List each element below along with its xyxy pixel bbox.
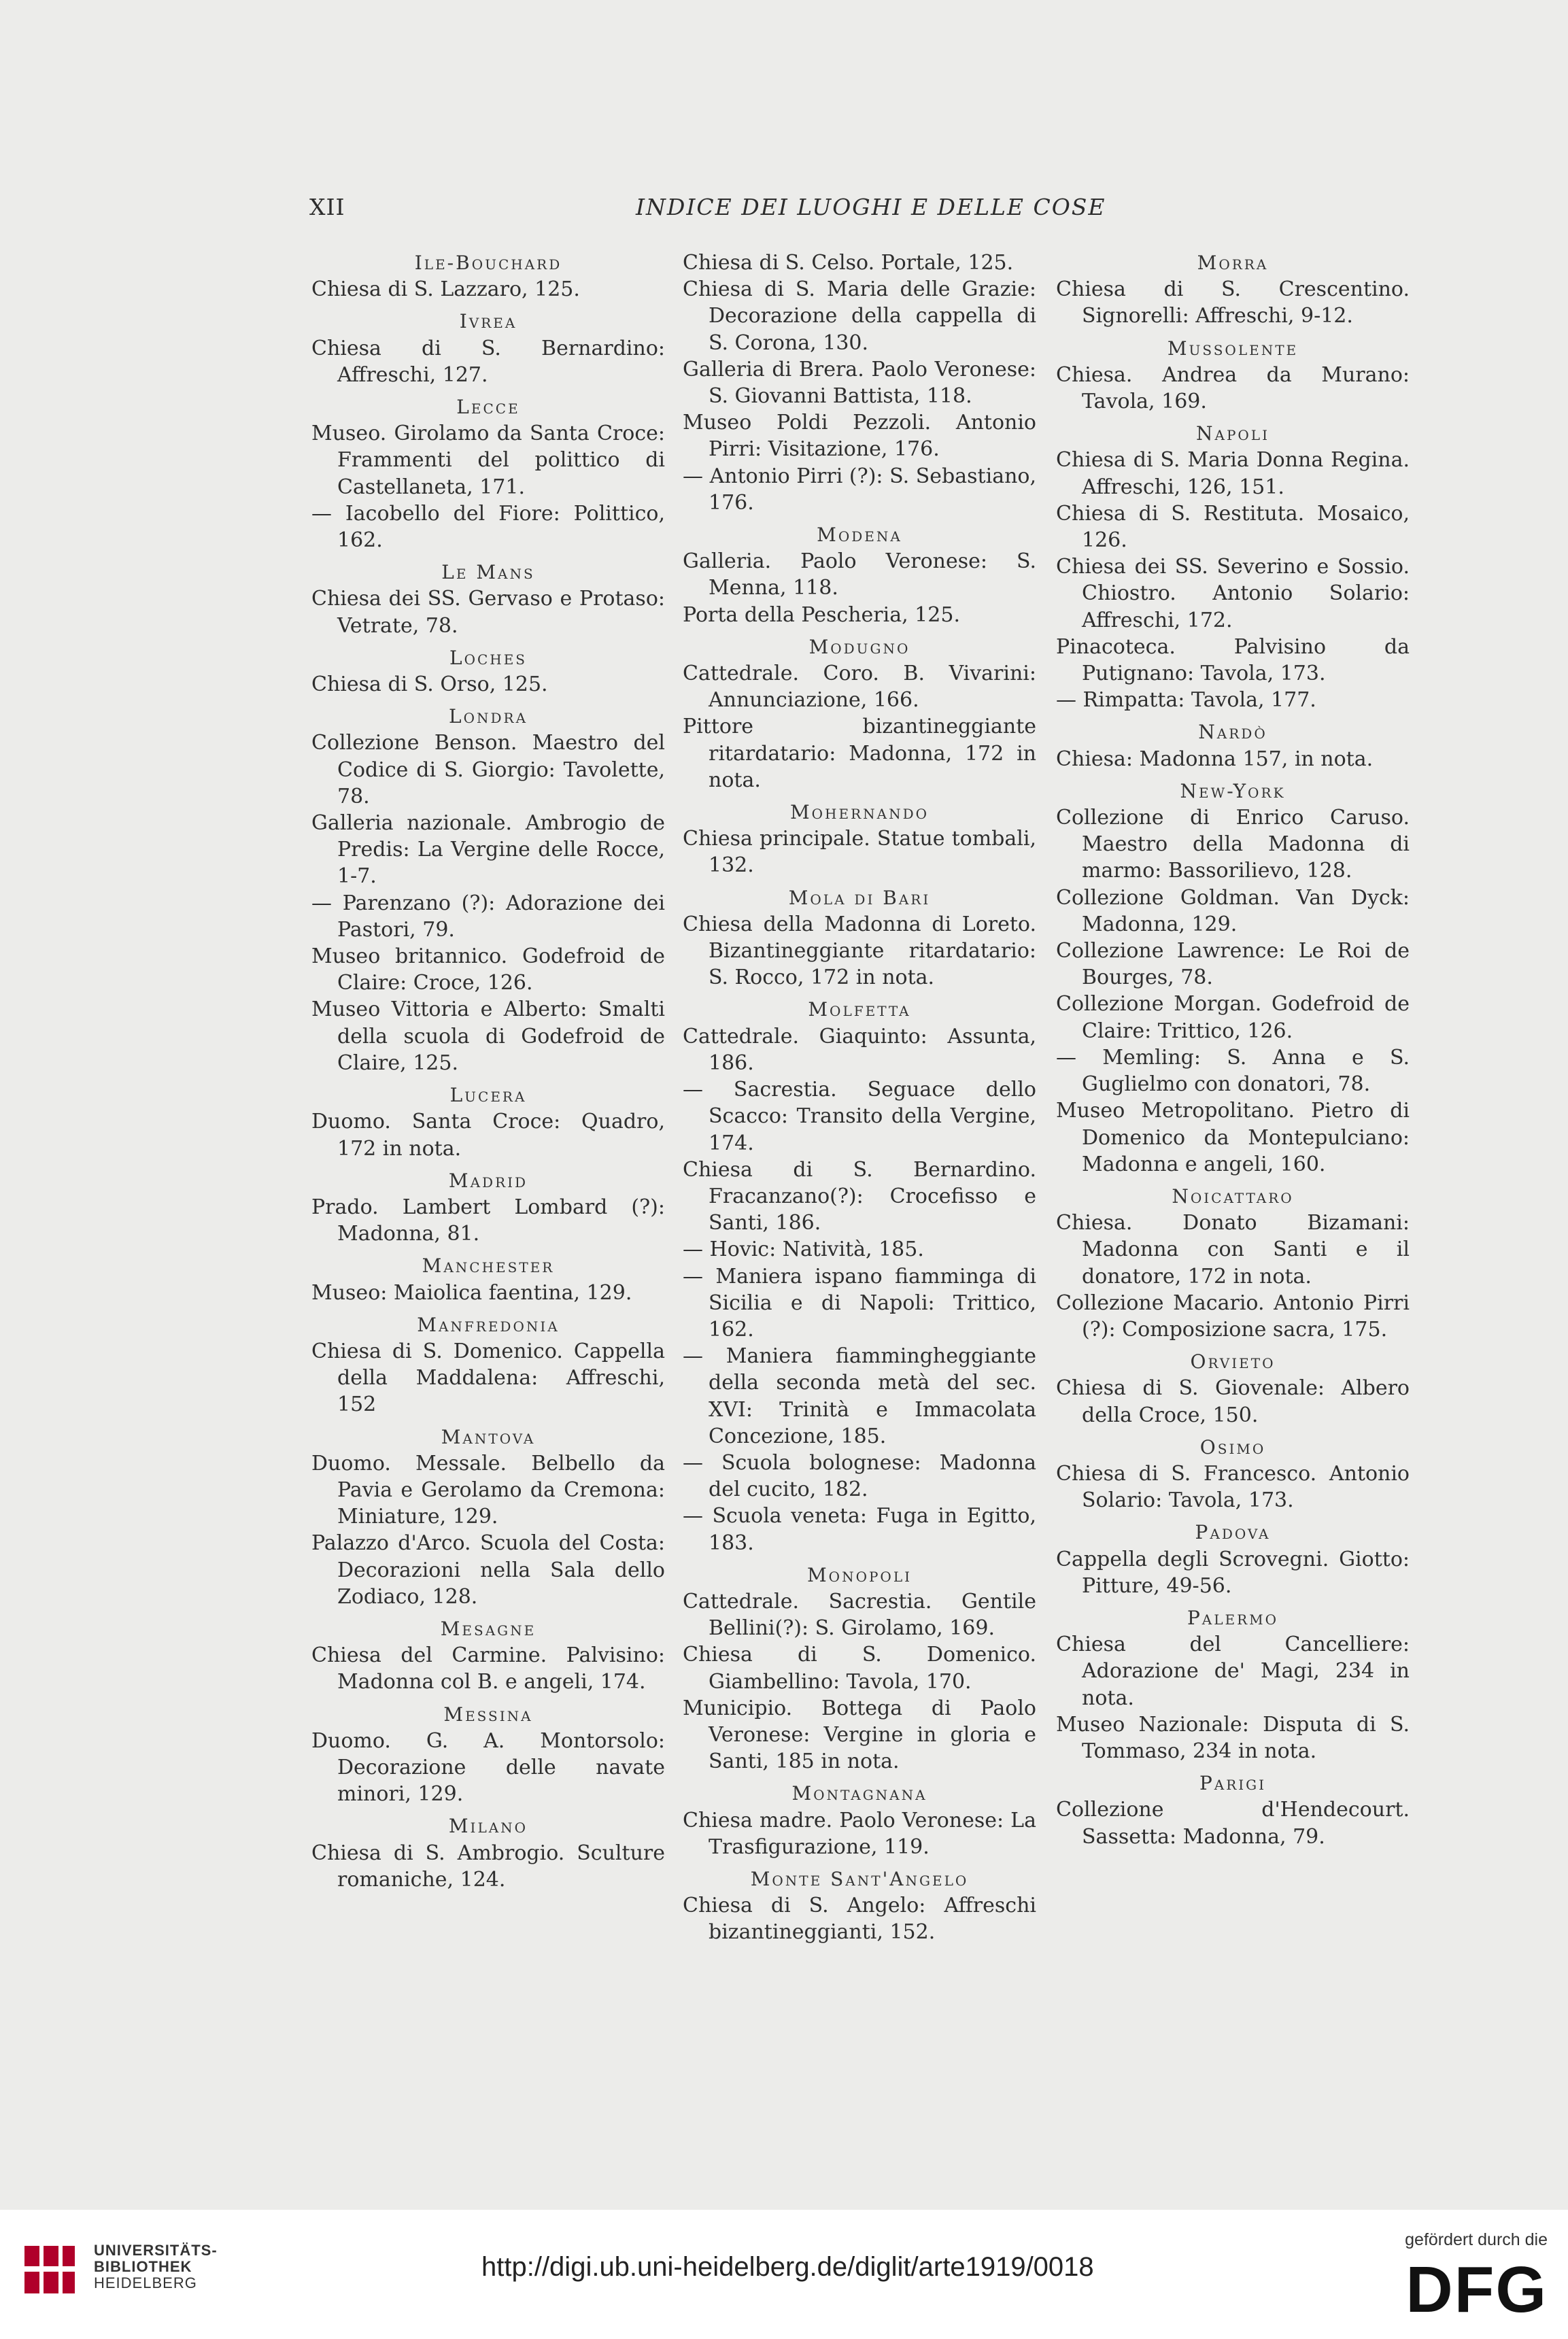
- funded-by-text: gefördert durch die: [1405, 2230, 1548, 2249]
- page-title: INDICE DEI LUOGHI E DELLE COSE: [636, 194, 1106, 220]
- index-entry: Duomo. Santa Croce: Quadro, 172 in nota.: [311, 1110, 665, 1161]
- city-heading: Noicattaro: [1172, 1184, 1294, 1208]
- index-entry: Cattedrale. Coro. B. Vivarini: Annunciazione, 166.: [683, 662, 1036, 713]
- index-entry: Palazzo d'Arco. Scuola del Costa: Decorazioni nella Sala dello Zodiaco, 128.: [311, 1531, 665, 1609]
- index-entry: Municipio. Bottega di Paolo Veronese: Vergine in gloria e Santi, 185 in nota.: [683, 1696, 1036, 1774]
- city-heading: Napoli: [1196, 422, 1269, 445]
- city-heading: Messina: [443, 1703, 533, 1726]
- city-heading: Lecce: [456, 396, 520, 419]
- index-entry: — Maniera ispano fiamminga di Sicilia e di Napoli: Trittico, 162.: [683, 1264, 1036, 1342]
- index-entry: Chiesa madre. Paolo Veronese: La Trasfigurazione, 119.: [683, 1808, 1036, 1859]
- city-heading: Madrid: [448, 1169, 528, 1192]
- index-entry: Museo Metropolitano. Pietro di Domenico da Montepulciano: Madonna e angeli, 160.: [1056, 1099, 1410, 1176]
- index-entry: Chiesa del Carmine. Palvisino: Madonna col B. e angeli, 174.: [311, 1643, 665, 1694]
- running-header: [309, 194, 1425, 235]
- index-entry: Duomo. Messale. Belbello da Pavia e Gerolamo da Cremona: Miniature, 129.: [311, 1451, 665, 1529]
- index-entry: Chiesa. Andrea da Murano: Tavola, 169.: [1056, 362, 1410, 414]
- city-heading: Nardò: [1198, 721, 1267, 744]
- index-entry: Cattedrale. Sacrestia. Gentile Bellini(?): S. Girolamo, 169.: [683, 1589, 1036, 1641]
- index-entry: Chiesa di S. Bernardino. Fracanzano(?): Crocefisso e Santi, 186.: [683, 1157, 1036, 1235]
- index-entry: Collezione di Enrico Caruso. Maestro della Madonna di marmo: Bassorilievo, 128.: [1056, 806, 1410, 883]
- city-heading: Ivrea: [459, 310, 517, 333]
- index-entry: Chiesa: Madonna 157, in nota.: [1056, 747, 1374, 771]
- index-entry: — Iacobello del Fiore: Polittico, 162.: [311, 501, 665, 553]
- index-entry: Collezione Goldman. Van Dyck: Madonna, 129.: [1056, 885, 1410, 936]
- city-heading: Modugno: [808, 635, 910, 658]
- index-entry: Museo: Maiolica faentina, 129.: [311, 1280, 632, 1305]
- index-entry: — Scuola veneta: Fuga in Egitto, 183.: [683, 1504, 1036, 1555]
- index-entry: Chiesa di S. Domenico. Giambellino: Tavola, 170.: [683, 1643, 1036, 1694]
- index-entry: — Scuola bolognese: Madonna del cucito, 182.: [683, 1450, 1036, 1502]
- index-entry: Chiesa del Cancelliere: Adorazione de' Magi, 234 in nota.: [1056, 1633, 1410, 1710]
- index-entry: Galleria di Brera. Paolo Veronese: S. Giovanni Battista, 118.: [683, 357, 1036, 409]
- index-entry: Chiesa di S. Giovenale: Albero della Croce, 150.: [1056, 1376, 1410, 1427]
- index-entry: Galleria nazionale. Ambrogio de Predis: La Vergine delle Rocce, 1-7.: [311, 811, 665, 889]
- city-heading: Milano: [448, 1815, 528, 1838]
- index-entry: Pittore bizantineggiante ritardatario: Madonna, 172 in nota.: [683, 715, 1036, 792]
- city-heading: Mesagne: [440, 1617, 536, 1640]
- index-entry: Museo Vittoria e Alberto: Smalti della scuola di Godefroid de Claire, 125.: [311, 997, 665, 1075]
- index-entry: Chiesa dei SS. Severino e Sossio. Chiostro. Antonio Solario: Affreschi, 172.: [1056, 555, 1410, 632]
- city-heading: Orvieto: [1190, 1350, 1276, 1373]
- city-heading: Monte Sant'Angelo: [750, 1867, 969, 1890]
- city-heading: Montagnana: [791, 1782, 927, 1805]
- library-name: [94, 2242, 218, 2291]
- index-entry: Duomo. G. A. Montorsolo: Decorazione delle navate minori, 129.: [311, 1728, 665, 1807]
- city-heading: Parigi: [1199, 1772, 1267, 1795]
- index-entry: Chiesa di S. Maria delle Grazie: Decorazione della cappella di S. Corona, 130.: [683, 277, 1036, 355]
- index-entry: Chiesa di S. Domenico. Cappella della Maddalena: Affreschi, 152: [311, 1339, 665, 1417]
- city-heading: Manchester: [422, 1254, 555, 1278]
- index-entry: — Rimpatta: Tavola, 177.: [1056, 688, 1316, 713]
- index-entry: Cattedrale. Giaquinto: Assunta, 186.: [683, 1024, 1036, 1075]
- index-entry: Chiesa di S. Lazzaro, 125.: [311, 277, 580, 302]
- index-column-1: [311, 250, 665, 1893]
- index-entry: Museo Nazionale: Disputa di S. Tommaso, 234 in nota.: [1056, 1712, 1410, 1763]
- library-name-line-2: BIBLIOTHEK: [94, 2258, 192, 2275]
- index-entry: Porta della Pescheria, 125.: [683, 602, 960, 627]
- index-entry: — Maniera fiammingheggiante della seconda metà del sec. XVI: Trinità e Immacolata Concezione, 185.: [683, 1344, 1036, 1448]
- city-heading: Lucera: [449, 1084, 527, 1107]
- index-entry: Chiesa di S. Orso, 125.: [311, 672, 548, 697]
- index-entry: Collezione Macario. Antonio Pirri (?): Composizione sacra, 175.: [1056, 1291, 1410, 1342]
- index-entry: — Sacrestia. Seguace dello Scacco: Transito della Vergine, 174.: [683, 1078, 1036, 1155]
- city-heading: Molfetta: [808, 998, 911, 1021]
- university-library-logo-icon: [20, 2240, 79, 2299]
- index-column-3: [1056, 250, 1410, 1850]
- index-entry: Chiesa di S. Crescentino. Signorelli: Affreschi, 9-12.: [1056, 277, 1410, 328]
- city-heading: Mohernando: [789, 801, 930, 824]
- index-entry: Collezione Benson. Maestro del Codice di S. Giorgio: Tavolette, 78.: [311, 731, 665, 808]
- index-entry: Collezione Lawrence: Le Roi de Bourges, 78.: [1056, 939, 1410, 990]
- city-heading: Palermo: [1187, 1606, 1279, 1629]
- city-heading: Mola di Bari: [788, 886, 931, 909]
- index-column-2: [683, 250, 1036, 1946]
- city-heading: Padova: [1195, 1521, 1271, 1544]
- city-heading: Loches: [449, 646, 528, 669]
- city-heading: Modena: [817, 524, 902, 547]
- city-heading: Monopoli: [807, 1563, 912, 1586]
- index-entry: Chiesa di S. Francesco. Antonio Solario: Tavola, 173.: [1056, 1461, 1410, 1513]
- dfg-logo: DFG: [1405, 2253, 1548, 2326]
- index-entry: Museo. Girolamo da Santa Croce: Frammenti del polittico di Castellaneta, 171.: [311, 422, 665, 499]
- index-entry: Museo britannico. Godefroid de Claire: Croce, 126.: [311, 944, 665, 995]
- index-entry: Collezione Morgan. Godefroid de Claire: Trittico, 126.: [1056, 992, 1410, 1043]
- index-entry: Cappella degli Scrovegni. Giotto: Pitture, 49-56.: [1056, 1547, 1410, 1598]
- city-heading: Ile-Bouchard: [414, 252, 562, 274]
- index-entry: — Hovic: Natività, 185.: [683, 1237, 924, 1262]
- city-heading: Morra: [1197, 252, 1269, 274]
- index-entry: Chiesa di S. Ambrogio. Sculture romaniche, 124.: [311, 1841, 665, 1892]
- index-entry: Galleria. Paolo Veronese: S. Menna, 118.: [683, 549, 1036, 600]
- library-name-line-3: HEIDELBERG: [94, 2274, 197, 2291]
- city-heading: Londra: [448, 705, 528, 728]
- city-heading: Manfredonia: [417, 1313, 560, 1336]
- library-name-line-1: UNIVERSITÄTS-: [94, 2242, 218, 2259]
- index-entry: Collezione d'Hendecourt. Sassetta: Madonna, 79.: [1056, 1798, 1410, 1849]
- permalink-url[interactable]: http://digi.ub.uni-heidelberg.de/diglit/arte1919/0018: [481, 2252, 1094, 2282]
- footer-bar: [0, 2210, 1568, 2339]
- index-entry: Chiesa di S. Bernardino: Affreschi, 127.: [311, 336, 665, 387]
- index-entry: Chiesa principale. Statue tombali, 132.: [683, 827, 1036, 878]
- index-entry: — Antonio Pirri (?): S. Sebastiano, 176.: [683, 464, 1036, 515]
- city-heading: Osimo: [1199, 1435, 1266, 1458]
- index-entry: Chiesa. Donato Bizamani: Madonna con Santi e il donatore, 172 in nota.: [1056, 1211, 1410, 1288]
- city-heading: Mantova: [441, 1425, 536, 1448]
- page-number: XII: [309, 194, 345, 220]
- city-heading: New-York: [1180, 779, 1286, 802]
- index-entry: Chiesa di S. Restituta. Mosaico, 126.: [1056, 501, 1410, 553]
- index-entry: — Parenzano (?): Adorazione dei Pastori, 79.: [311, 891, 665, 942]
- index-entry: Prado. Lambert Lombard (?): Madonna, 81.: [311, 1195, 665, 1246]
- index-entry: Pinacoteca. Palvisino da Putignano: Tavola, 173.: [1056, 634, 1410, 686]
- index-entry: Chiesa della Madonna di Loreto. Bizantineggiante ritardatario: S. Rocco, 172 in nota.: [683, 912, 1036, 990]
- city-heading: Le Mans: [441, 561, 535, 584]
- index-entry: Chiesa di S. Celso. Portale, 125.: [683, 251, 1014, 275]
- index-entry: Chiesa di S. Maria Donna Regina. Affreschi, 126, 151.: [1056, 448, 1410, 499]
- city-heading: Mussolente: [1167, 337, 1299, 360]
- index-entry: Chiesa dei SS. Gervaso e Protaso: Vetrate, 78.: [311, 587, 665, 638]
- index-entry: Museo Poldi Pezzoli. Antonio Pirri: Visitazione, 176.: [683, 411, 1036, 462]
- index-entry: Chiesa di S. Angelo: Affreschi bizantineggianti, 152.: [683, 1894, 1036, 1945]
- index-entry: — Memling: S. Anna e S. Guglielmo con donatori, 78.: [1056, 1045, 1410, 1097]
